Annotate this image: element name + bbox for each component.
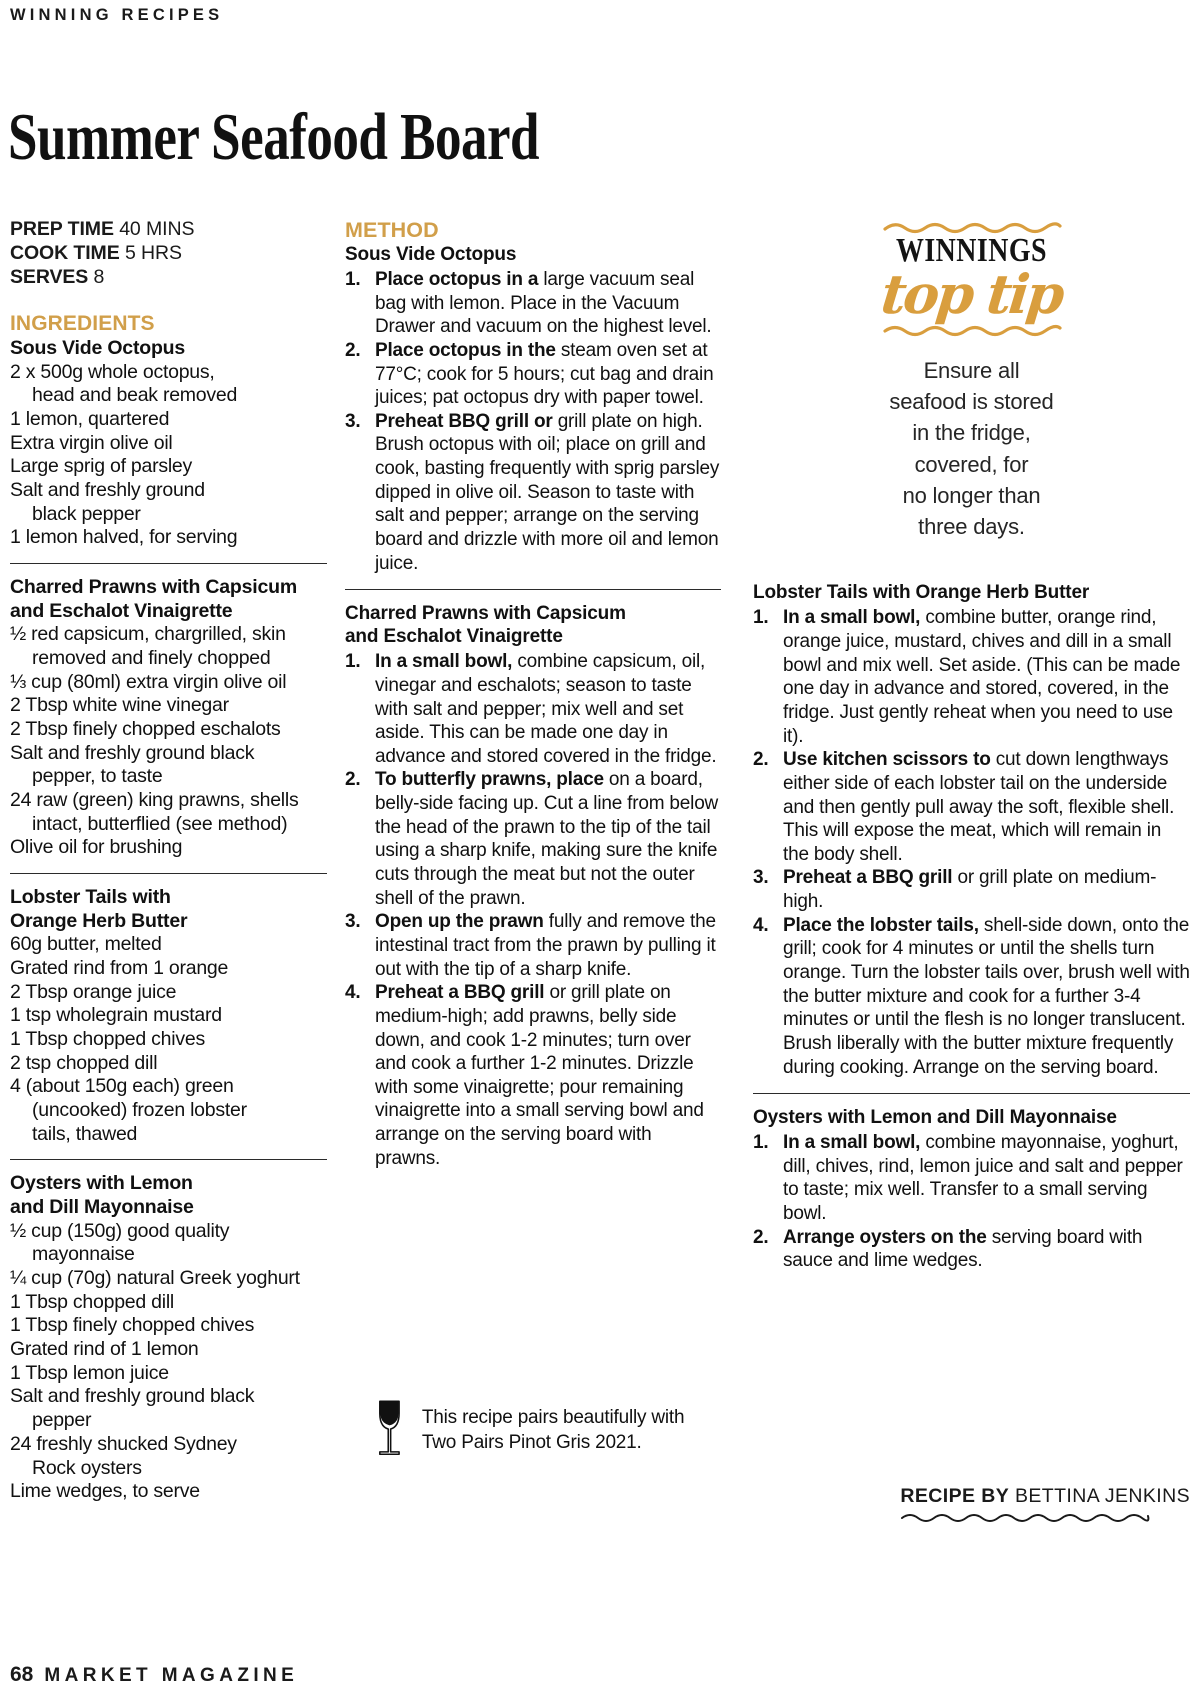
method-group-title: Charred Prawns with Capsicum and Eschalot Vinaigrette bbox=[345, 603, 626, 648]
ingredient-item: Grated rind from 1 orange bbox=[10, 956, 229, 979]
method-step-list bbox=[753, 606, 1190, 1079]
method-step-body: or grill plate on medium-high. bbox=[783, 867, 1157, 913]
prep-time-value: 40 MINS bbox=[119, 218, 195, 240]
wine-pairing-text: This recipe pairs beautifully with Two Pairs Pinot Gris 2021. bbox=[421, 1407, 685, 1453]
method-step-body: large vacuum seal bag with lemon. Place in the Vacuum Drawer and vacuum on the highest level. bbox=[375, 268, 712, 338]
ingredient-list bbox=[10, 933, 327, 1146]
method-step-list bbox=[345, 650, 721, 1170]
ingredient-item: 1 Tbsp finely chopped chives bbox=[10, 1314, 255, 1337]
method-step-body: steam oven set at 77°C; cook for 5 hours; cut bag and drain juices; pat octopus dry with paper towel. bbox=[375, 339, 714, 409]
method-group-list-middle bbox=[345, 244, 721, 1170]
ingredient-item: removed and finely chopped bbox=[32, 646, 271, 669]
prep-time-label: PREP TIME bbox=[10, 218, 114, 240]
method-step-body: cut down lengthways either side of each lobster tail on the underside and then gently pull away the soft, flexible shell. This will expose the meat, which will remain in the body shell. bbox=[783, 749, 1175, 865]
method-column-left bbox=[345, 218, 745, 1170]
method-step-body: or grill plate on medium-high; add prawns, belly side down, and cook 1-2 minutes; turn over and cook a further 1-2 minutes. Drizzle with some vinaigrette; pour remaining vinaigrette into a small serving bowl and arrange on the serving board with prawns. bbox=[375, 982, 704, 1169]
credit-name: BETTINA JENKINS bbox=[1014, 1485, 1190, 1507]
ingredient-group-title: Sous Vide Octopus bbox=[10, 336, 186, 359]
method-step bbox=[345, 410, 721, 575]
method-step bbox=[753, 914, 1190, 1079]
ingredient-item: ½ red capsicum, chargrilled, skin bbox=[10, 623, 286, 646]
method-step-lead: Use kitchen scissors to bbox=[783, 749, 991, 771]
top-tip-line: Ensure all bbox=[923, 358, 1020, 383]
top-tip-line: seafood is stored bbox=[889, 389, 1054, 415]
method-step bbox=[753, 748, 1190, 866]
method-column-right bbox=[745, 218, 1200, 1273]
ingredient-item: Grated rind of 1 lemon bbox=[10, 1338, 199, 1361]
method-step-lead: Preheat BBQ grill or bbox=[375, 410, 553, 432]
ingredient-item: ½ cup (150g) good quality bbox=[10, 1219, 230, 1242]
ingredient-item: Salt and freshly ground black bbox=[10, 741, 255, 764]
top-tip-body bbox=[753, 355, 1190, 542]
ingredient-item: 1 tsp wholegrain mustard bbox=[10, 1004, 222, 1027]
method-step bbox=[345, 650, 721, 768]
method-step bbox=[345, 339, 721, 410]
ingredient-item: black pepper bbox=[32, 502, 141, 525]
method-step-lead: Open up the prawn bbox=[375, 911, 544, 933]
ingredient-item: intact, butterflied (see method) bbox=[32, 812, 288, 835]
three-column-layout bbox=[0, 218, 1200, 1504]
section-divider bbox=[10, 1159, 327, 1160]
method-step-list bbox=[753, 1131, 1190, 1273]
ingredients-heading: INGREDIENTS bbox=[10, 311, 155, 335]
method-step-body: serving board with sauce and lime wedges. bbox=[783, 1226, 1143, 1272]
method-step-lead: In a small bowl, bbox=[375, 651, 513, 673]
method-step bbox=[753, 1131, 1190, 1226]
method-step-body: combine mayonnaise, yoghurt, dill, chives, rind, lemon juice and salt and pepper to taste; mix well. Transfer to a small serving bowl. bbox=[783, 1132, 1183, 1225]
ingredients-column bbox=[0, 218, 345, 1504]
method-step-body: grill plate on high. Brush octopus with oil; place on grill and cook, basting frequently with sprig parsley dipped in olive oil. Season to taste with salt and pepper; arrange on the serving board and drizzle with more oil and lemon juice. bbox=[375, 410, 720, 574]
method-step bbox=[345, 981, 721, 1170]
method-step bbox=[345, 910, 721, 981]
method-group-title: Oysters with Lemon and Dill Mayonnaise bbox=[753, 1107, 1117, 1129]
top-tip-script: top tip bbox=[878, 262, 1065, 326]
page-kicker: WINNING RECIPES bbox=[10, 6, 224, 24]
serves-row bbox=[10, 266, 327, 290]
credit-prefix: RECIPE BY bbox=[900, 1485, 1010, 1507]
method-step-body: combine capsicum, oil, vinegar and eschalots; season to taste with salt and pepper; mix well and set aside. This can be made one day in advance and stored covered in the fridge. bbox=[375, 651, 717, 767]
recipe-meta bbox=[10, 218, 327, 290]
wine-glass-icon bbox=[375, 1379, 404, 1479]
ingredient-item: Olive oil for brushing bbox=[10, 836, 183, 859]
cook-time-row bbox=[10, 242, 327, 266]
method-step-body: fully and remove the intestinal tract from the prawn by pulling it out with the tip of a sharp knife. bbox=[375, 911, 716, 980]
method-step bbox=[345, 768, 721, 910]
method-step-lead: Preheat a BBQ grill bbox=[783, 867, 953, 889]
ingredient-group-list bbox=[10, 337, 327, 1504]
ingredient-item: 1 Tbsp lemon juice bbox=[10, 1361, 169, 1384]
top-tip-line: no longer than bbox=[902, 482, 1041, 508]
winnings-top-tip-badge bbox=[753, 218, 1190, 542]
ingredient-item: 2 Tbsp white wine vinegar bbox=[10, 694, 229, 717]
ingredient-item: pepper, to taste bbox=[32, 765, 163, 788]
method-group-title: Sous Vide Octopus bbox=[345, 244, 517, 265]
section-divider bbox=[345, 589, 721, 590]
ingredient-item: (uncooked) frozen lobster bbox=[32, 1099, 247, 1122]
ingredient-item: ¼ cup (70g) natural Greek yoghurt bbox=[10, 1267, 300, 1290]
ingredient-list bbox=[10, 361, 327, 551]
page-title: Summer Seafood Board bbox=[8, 101, 540, 175]
method-step-lead: Arrange oysters on the bbox=[783, 1226, 987, 1248]
ingredient-item: 2 x 500g whole octopus, bbox=[10, 360, 215, 383]
prep-time-row bbox=[10, 218, 327, 242]
serves-label: SERVES bbox=[10, 265, 89, 288]
ingredient-item: 24 freshly shucked Sydney bbox=[10, 1432, 237, 1455]
ingredient-group-title: Oysters with Lemon and Dill Mayonnaise bbox=[10, 1172, 194, 1219]
ingredient-item: Salt and freshly ground bbox=[10, 478, 205, 501]
ingredient-item: pepper bbox=[32, 1409, 92, 1432]
method-step bbox=[345, 268, 721, 339]
method-step-list bbox=[345, 268, 721, 575]
method-step-lead: Place octopus in a bbox=[375, 268, 539, 290]
section-divider bbox=[10, 873, 327, 874]
ingredient-item: 1 Tbsp chopped dill bbox=[10, 1290, 175, 1313]
ingredient-item: 2 tsp chopped dill bbox=[10, 1051, 158, 1074]
method-step bbox=[753, 1226, 1190, 1273]
cook-time-label: COOK TIME bbox=[10, 241, 120, 264]
ingredient-item: 60g butter, melted bbox=[10, 933, 162, 956]
ingredient-item: 1 Tbsp chopped chives bbox=[10, 1028, 205, 1051]
page-folio bbox=[10, 1663, 298, 1687]
method-step-body: shell-side down, onto the grill; cook for 4 minutes or until the shells turn orange. Turn the lobster tails over, brush well with the butter mixture and cook for a further 3-4 minutes or until the flesh is no longer translucent. Brush liberally with the butter mixture frequently during cooking. Arrange on the serving board. bbox=[783, 914, 1190, 1078]
winnings-wordmark: WINNINGS bbox=[895, 231, 1048, 269]
method-step-body: on a board, belly-side facing up. Cut a line from below the head of the prawn to the tip of the tail using a sharp knife, making sure the knife cuts through the meat but not the outer shell of the prawn. bbox=[375, 769, 719, 909]
ingredient-item: Salt and freshly ground black bbox=[10, 1385, 255, 1408]
ingredient-item: 2 Tbsp finely chopped eschalots bbox=[10, 717, 281, 740]
method-group-title: Lobster Tails with Orange Herb Butter bbox=[753, 582, 1090, 604]
recipe-credit bbox=[900, 1485, 1190, 1523]
ingredient-group-title: Charred Prawns with Capsicum and Eschalot Vinaigrette bbox=[10, 576, 297, 622]
top-tip-line: three days. bbox=[918, 514, 1025, 540]
page-number: 68 bbox=[10, 1663, 34, 1686]
method-step-body: combine butter, orange rind, orange juice, mustard, chives and dill in a small bowl and mix well. Set aside. (This can be made one day in advance and stored, covered, in the fridge. Just gently reheat when you need to use it). bbox=[783, 607, 1181, 747]
method-step bbox=[753, 606, 1190, 748]
wine-pairing-note bbox=[375, 1379, 715, 1479]
ingredient-item: 1 lemon, quartered bbox=[10, 407, 170, 430]
method-group-list-right bbox=[753, 582, 1190, 1273]
method-heading: METHOD bbox=[345, 218, 439, 242]
method-step-lead: Preheat a BBQ grill bbox=[375, 982, 545, 1004]
ingredient-group-title: Lobster Tails with Orange Herb Butter bbox=[10, 886, 188, 932]
ingredient-item: Extra virgin olive oil bbox=[10, 431, 173, 454]
magazine-name: MARKET MAGAZINE bbox=[44, 1665, 299, 1686]
ingredient-item: Lime wedges, to serve bbox=[10, 1480, 200, 1503]
ingredient-item: ⅓ cup (80ml) extra virgin olive oil bbox=[10, 670, 287, 693]
method-step-lead: In a small bowl, bbox=[783, 607, 921, 629]
method-step-lead: Place the lobster tails, bbox=[783, 914, 979, 936]
top-tip-line: in the fridge, bbox=[912, 420, 1031, 446]
method-step-lead: Place octopus in the bbox=[375, 339, 556, 361]
ingredient-list bbox=[10, 1220, 327, 1504]
ingredient-item: 2 Tbsp orange juice bbox=[10, 980, 177, 1003]
ingredient-list bbox=[10, 623, 327, 860]
cook-time-value: 5 HRS bbox=[124, 241, 182, 264]
section-divider bbox=[753, 1093, 1190, 1094]
top-tip-line: covered, for bbox=[914, 451, 1029, 477]
method-step bbox=[753, 866, 1190, 913]
ingredient-item: Rock oysters bbox=[32, 1456, 142, 1479]
ingredient-item: head and beak removed bbox=[32, 384, 238, 407]
method-step-lead: In a small bowl, bbox=[783, 1132, 921, 1154]
ingredient-item: Large sprig of parsley bbox=[10, 455, 193, 478]
ingredient-item: tails, thawed bbox=[32, 1122, 138, 1145]
method-step-lead: To butterfly prawns, place bbox=[375, 769, 604, 791]
ingredient-item: mayonnaise bbox=[32, 1243, 135, 1266]
ingredient-item: 24 raw (green) king prawns, shells bbox=[10, 789, 299, 812]
ingredient-item: 4 (about 150g each) green bbox=[10, 1075, 234, 1098]
ingredient-item: 1 lemon halved, for serving bbox=[10, 526, 238, 549]
section-divider bbox=[10, 563, 327, 564]
serves-value: 8 bbox=[93, 265, 105, 288]
credit-wave-icon bbox=[900, 1511, 1150, 1523]
